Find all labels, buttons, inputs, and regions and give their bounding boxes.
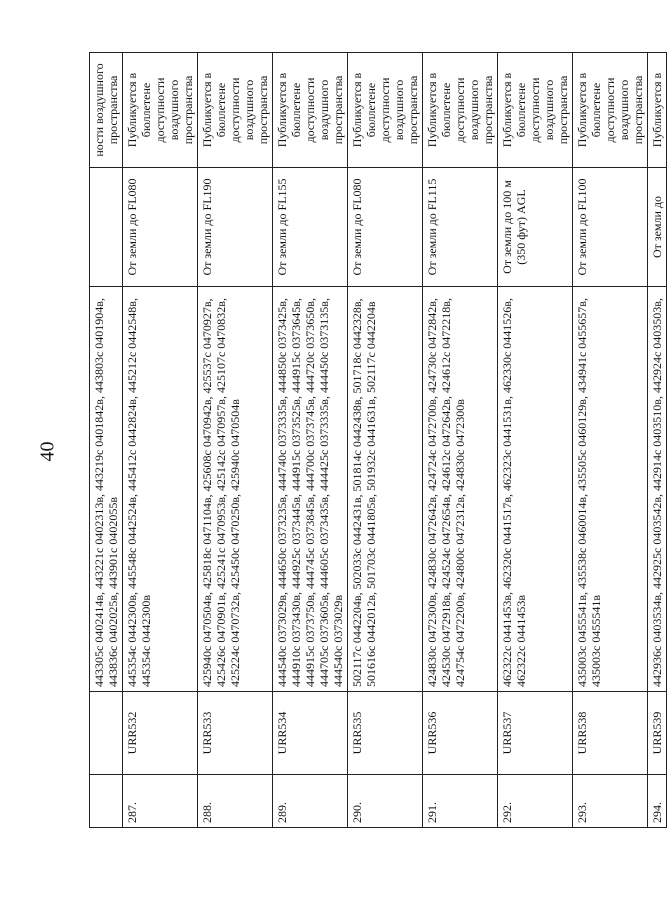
cell-altitude: От земли до FL080	[348, 168, 423, 287]
cell-note: Публикуется в бюллетене доступности воздушного пространства	[573, 53, 648, 168]
cell-coordinates: 462322с 0441453в, 462320с 0441517в, 462323с 0441531в, 462330с 0441526в, 462322с 0441453в	[498, 287, 573, 692]
table-row-continuation	[90, 53, 123, 828]
cell-number: 294.	[648, 775, 667, 828]
table-row	[123, 53, 198, 828]
cell-number: 291.	[423, 775, 498, 828]
table-row	[273, 53, 348, 828]
cell-note: ности воздушного пространства	[90, 53, 123, 168]
cell-note: Публикуется в бюллетене доступности воздушного пространства	[348, 53, 423, 168]
cell-note: Публикуется в бюллетене доступности воздушного пространства	[423, 53, 498, 168]
cell-note: Публикуется в бюллетене доступности воздушного пространства	[198, 53, 273, 168]
cell-code: URR536	[423, 692, 498, 775]
cell-number: 292.	[498, 775, 573, 828]
cell-coordinates: 424830с 0472300в, 424830с 0472642в, 424724с 0472700в, 424730с 0472842в, 424530с 0472918в, 424524с 0472654в, 424612с 0472642в, 424612с 0472218в, 424754с 0472200в, 424800с 0472312в, 424830с 0472300в	[423, 287, 498, 692]
table-row	[573, 53, 648, 828]
cell-code: URR533	[198, 692, 273, 775]
cell-coordinates: 435003с 0455541в, 435538с 0460014в, 435505с 0460129в, 434941с 0455657в, 435003с 0455541в	[573, 287, 648, 692]
cell-note: Публикуется в бюллетене доступности воздушного пространства	[123, 53, 198, 168]
page-number: 40	[36, 441, 59, 462]
cell-code: URR534	[273, 692, 348, 775]
cell-altitude: От земли до FL115	[423, 168, 498, 287]
cell-code: URR537	[498, 692, 573, 775]
cell-note: Публикуется в	[648, 53, 667, 168]
cell-number	[90, 775, 123, 828]
cell-altitude: От земли до FL155	[273, 168, 348, 287]
cell-altitude: От земли до	[648, 168, 667, 287]
cell-note: Публикуется в бюллетене доступности воздушного пространства	[498, 53, 573, 168]
cell-coordinates: 444540с 0373029в, 444650с 0373235в, 444740с 0373335в, 444850с 0373425в, 444910с 0373430в, 444925с 0373445в, 444915с 0373525в, 444915с 0373645в, 444915с 0373750в, 444745с 0373845в, 444700с 0373745в, 444720с 0373650в, 444705с 0373605в, 444605с 0373435в, 444425с 0373335в, 444450с 0373135в, 444540с 0373029в	[273, 287, 348, 692]
cell-altitude: От земли до 100 м (350 фут) AGL	[498, 168, 573, 287]
cell-number: 290.	[348, 775, 423, 828]
cell-number: 289.	[273, 775, 348, 828]
cell-coordinates: 443305с 0402414в, 443221с 0402313в, 443219с 0401842в, 443803с 0401904в, 443836с 0402025в, 443901с 0402055в	[90, 287, 123, 692]
cell-coordinates: 445354с 0442300в, 445548с 0442524в, 445412с 0442824в, 445212с 0442548в, 445354с 0442300в	[123, 287, 198, 692]
table-row	[648, 53, 667, 828]
table-row	[198, 53, 273, 828]
table-row	[498, 53, 573, 828]
cell-number: 288.	[198, 775, 273, 828]
cell-altitude	[90, 168, 123, 287]
cell-altitude: От земли до FL100	[573, 168, 648, 287]
airspace-restricted-zones-table	[89, 52, 667, 828]
table-row	[423, 53, 498, 828]
rotated-table-frame	[89, 63, 664, 828]
cell-coordinates: 442936с 0403534в, 442925с 0403542в, 442914с 0403510в, 442924с 0403503в,	[648, 287, 667, 692]
cell-altitude: От земли до FL080	[123, 168, 198, 287]
cell-code: URR535	[348, 692, 423, 775]
cell-code	[90, 692, 123, 775]
cell-coordinates: 502117с 0442204в, 502033с 0442431в, 501814с 0442438в, 501718с 0442328в, 501616с 0442012в, 501703с 0441805в, 501932с 0441631в, 502117с 0442204в	[348, 287, 423, 692]
cell-note: Публикуется в бюллетене доступности воздушного пространства	[273, 53, 348, 168]
rotated-table	[89, 63, 664, 828]
cell-number: 287.	[123, 775, 198, 828]
table-row	[348, 53, 423, 828]
cell-code: URR532	[123, 692, 198, 775]
cell-altitude: От земли до FL190	[198, 168, 273, 287]
cell-code: URR538	[573, 692, 648, 775]
cell-coordinates: 425940с 0470504в, 425818с 0471104в, 425608с 0470942в, 425537с 0470927в, 425426с 0470901в, 425241с 0470953в, 425142с 0470957в, 425107с 0470832в, 425224с 0470732в, 425450с 0470250в, 425940с 0470504в	[198, 287, 273, 692]
cell-code: URR539	[648, 692, 667, 775]
cell-number: 293.	[573, 775, 648, 828]
